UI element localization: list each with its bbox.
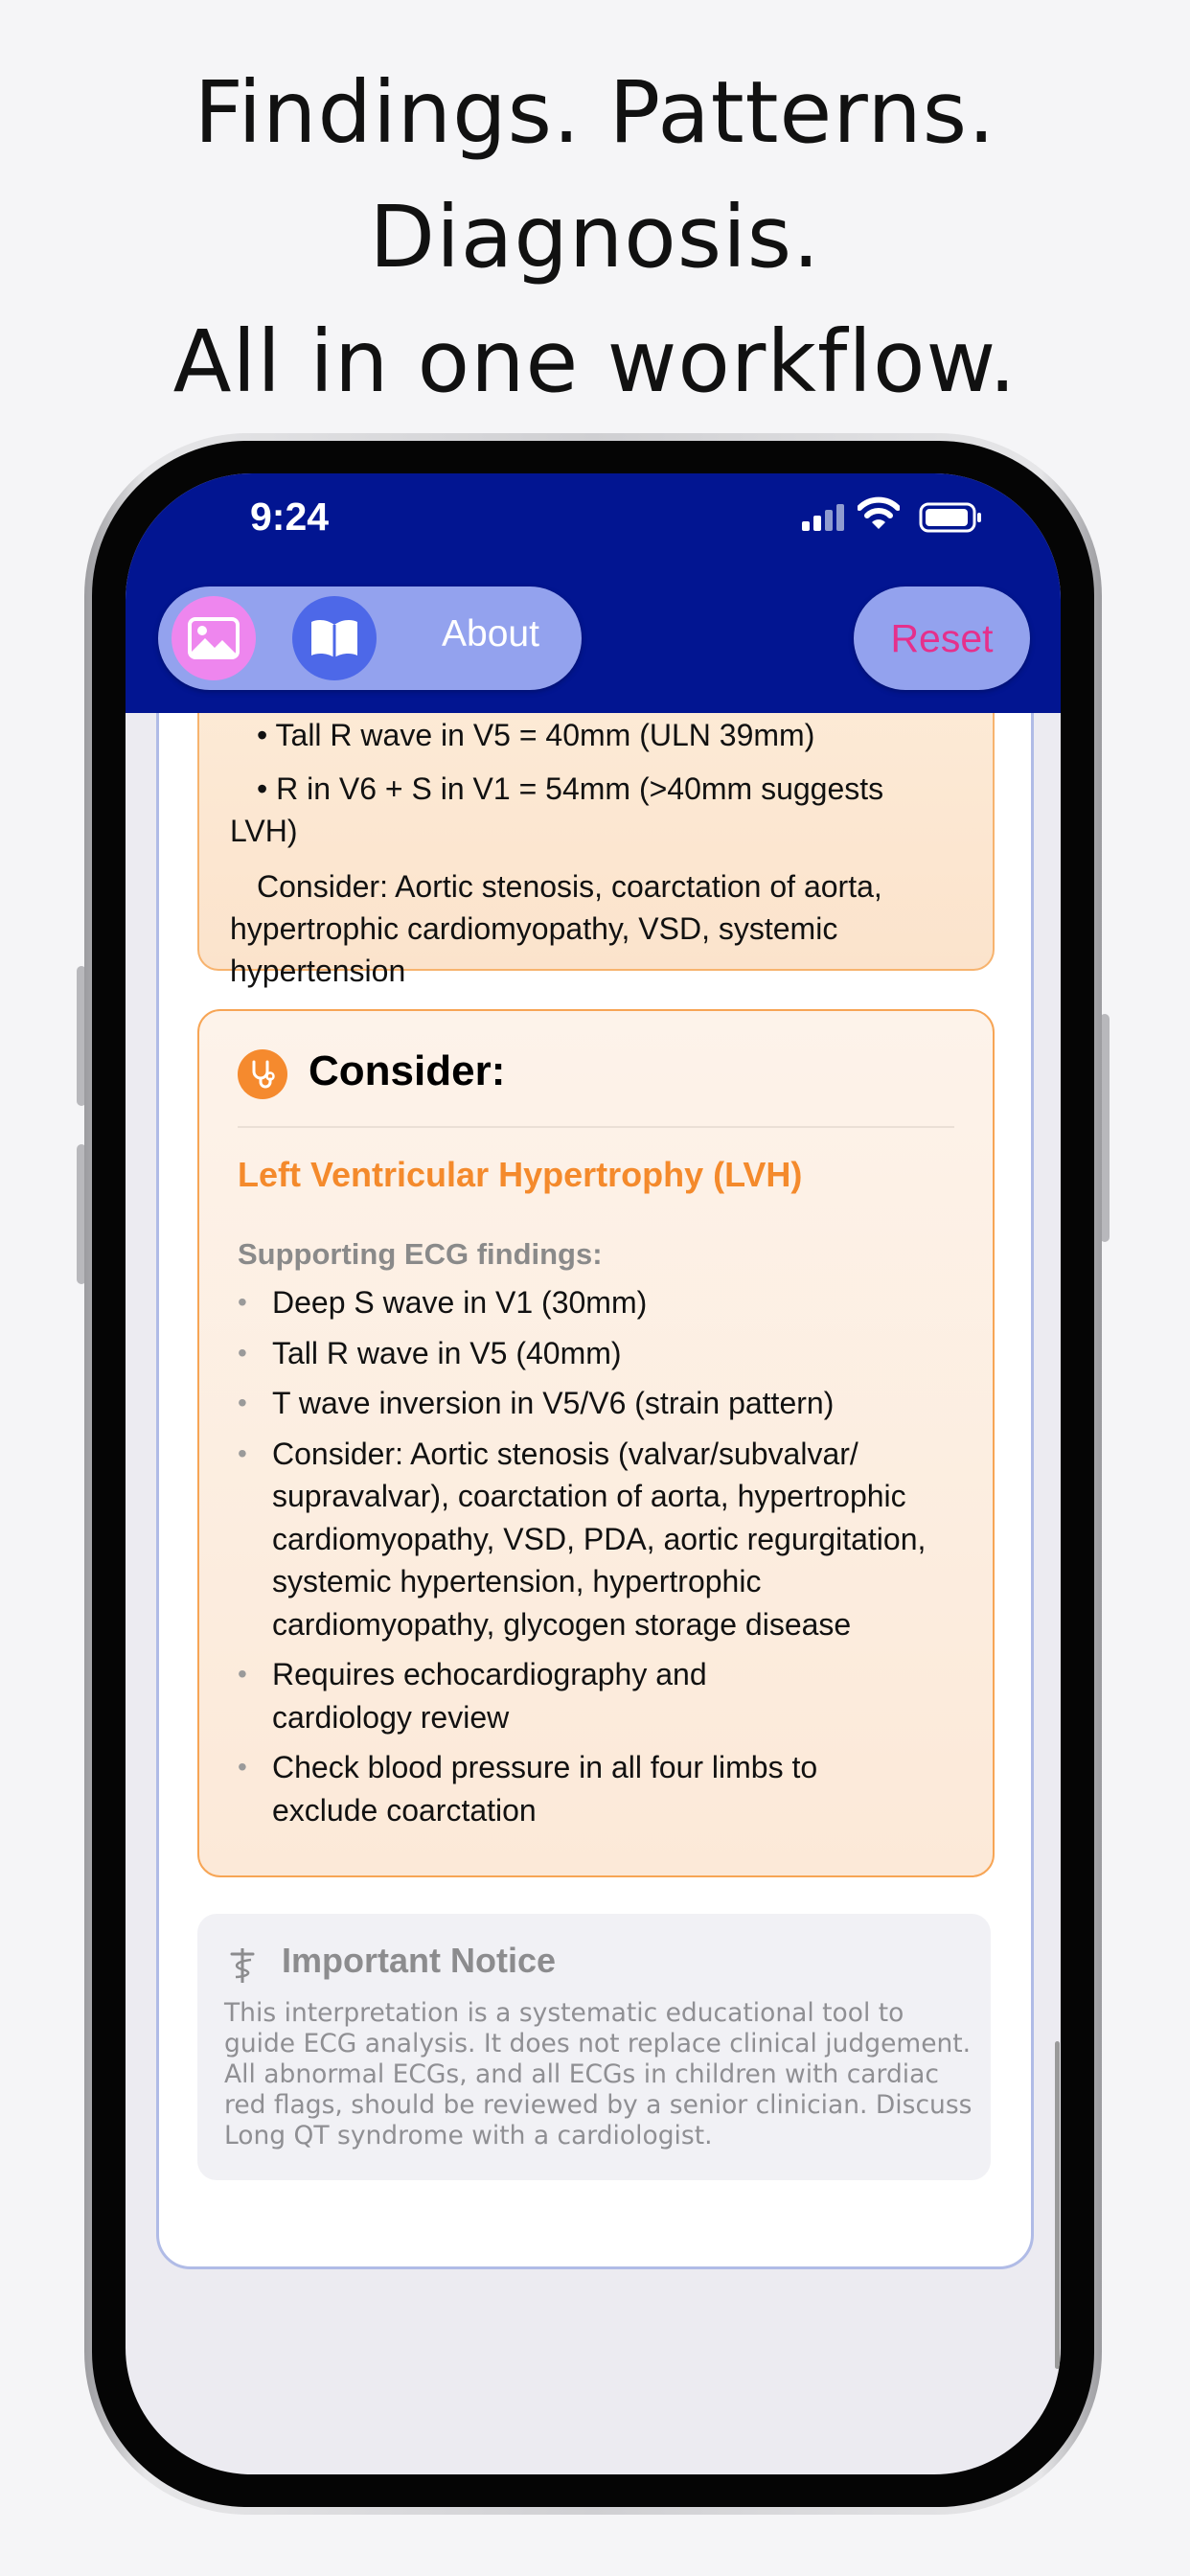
- finding-item: [238, 1332, 966, 1375]
- scrollbar[interactable]: [1055, 2041, 1060, 2369]
- previous-line-1: • Tall R wave in V5 = 40mm (ULN 39mm): [257, 718, 815, 752]
- stethoscope-icon: [238, 1049, 287, 1099]
- previous-findings-box: [197, 668, 995, 988]
- caduceus-icon: [228, 1946, 257, 1985]
- bullet-icon: •: [238, 1337, 247, 1368]
- notice-title: Important Notice: [282, 1941, 557, 1980]
- about-button[interactable]: About: [442, 613, 539, 655]
- bullet-icon: •: [238, 1388, 247, 1417]
- headline-line-1: Findings. Patterns.: [194, 62, 996, 162]
- notice-body: This interpretation is a systematic educational tool to guide ECG analysis. It does not replace clinical judgement. All abnormal ECGs, and all ECGs in children with cardiac red flags, should be reviewed by a senior clinician. Discuss Long QT syndrome with a cardiologist.: [224, 1998, 973, 2150]
- results-card: [156, 665, 1034, 2269]
- image-icon: [188, 617, 240, 659]
- previous-line-2: • R in V6 + S in V1 = 54mm (>40mm suggests LVH): [230, 771, 884, 848]
- previous-line-3: Consider: Aortic stenosis, coarctation of aorta, hypertrophic cardiomyopathy, VSD, systemic hypertension: [230, 869, 882, 988]
- reset-button[interactable]: Reset: [854, 586, 1030, 690]
- finding-text: Tall R wave in V5 (40mm): [272, 1335, 622, 1370]
- bullet-icon: •: [238, 1752, 247, 1782]
- finding-text: Consider: Aortic stenosis (valvar/subvalvar/ supravalvar), coarctation of aorta, hypertrophic cardiomyopathy, VSD, PDA, aortic regurgitation, systemic hypertension, hypertrophic cardiomyopathy, glycogen storage disease: [272, 1436, 927, 1642]
- bullet-icon: •: [238, 1438, 247, 1468]
- image-button[interactable]: [172, 596, 256, 680]
- book-icon: [309, 617, 359, 659]
- marketing-headline: [0, 50, 1190, 424]
- consider-box: [197, 1009, 995, 1877]
- status-time: 9:24: [250, 494, 330, 539]
- finding-item: [238, 1382, 966, 1425]
- battery-icon: [919, 502, 982, 533]
- cellular-signal-icon: [802, 504, 848, 531]
- finding-text: Deep S wave in V1 (30mm): [272, 1285, 648, 1320]
- finding-text: Requires echocardiography and cardiology review: [272, 1657, 707, 1735]
- book-button[interactable]: [292, 596, 377, 680]
- finding-text: T wave inversion in V5/V6 (strain pattern): [272, 1386, 835, 1420]
- consider-title: Consider:: [309, 1047, 506, 1094]
- headline-line-3: All in one workflow.: [172, 311, 1018, 411]
- app-header: [126, 473, 1061, 713]
- phone-screen: [126, 473, 1061, 2474]
- finding-item: [238, 1653, 966, 1738]
- wifi-icon: [858, 496, 900, 531]
- finding-item: [238, 1281, 966, 1324]
- findings-list: [238, 1281, 966, 1839]
- important-notice: [197, 1914, 991, 2180]
- diagnosis-title: Left Ventricular Hypertrophy (LVH): [238, 1155, 803, 1194]
- finding-text: Check blood pressure in all four limbs to exclude coarctation: [272, 1750, 818, 1828]
- bullet-icon: •: [238, 1287, 247, 1317]
- bullet-icon: •: [238, 1659, 247, 1689]
- toolbar-pill: [158, 586, 582, 690]
- supporting-findings-label: Supporting ECG findings:: [238, 1237, 603, 1271]
- finding-item: [238, 1746, 966, 1831]
- finding-item: [238, 1433, 966, 1646]
- headline-line-2: Diagnosis.: [369, 187, 821, 287]
- consider-divider: [238, 1126, 954, 1128]
